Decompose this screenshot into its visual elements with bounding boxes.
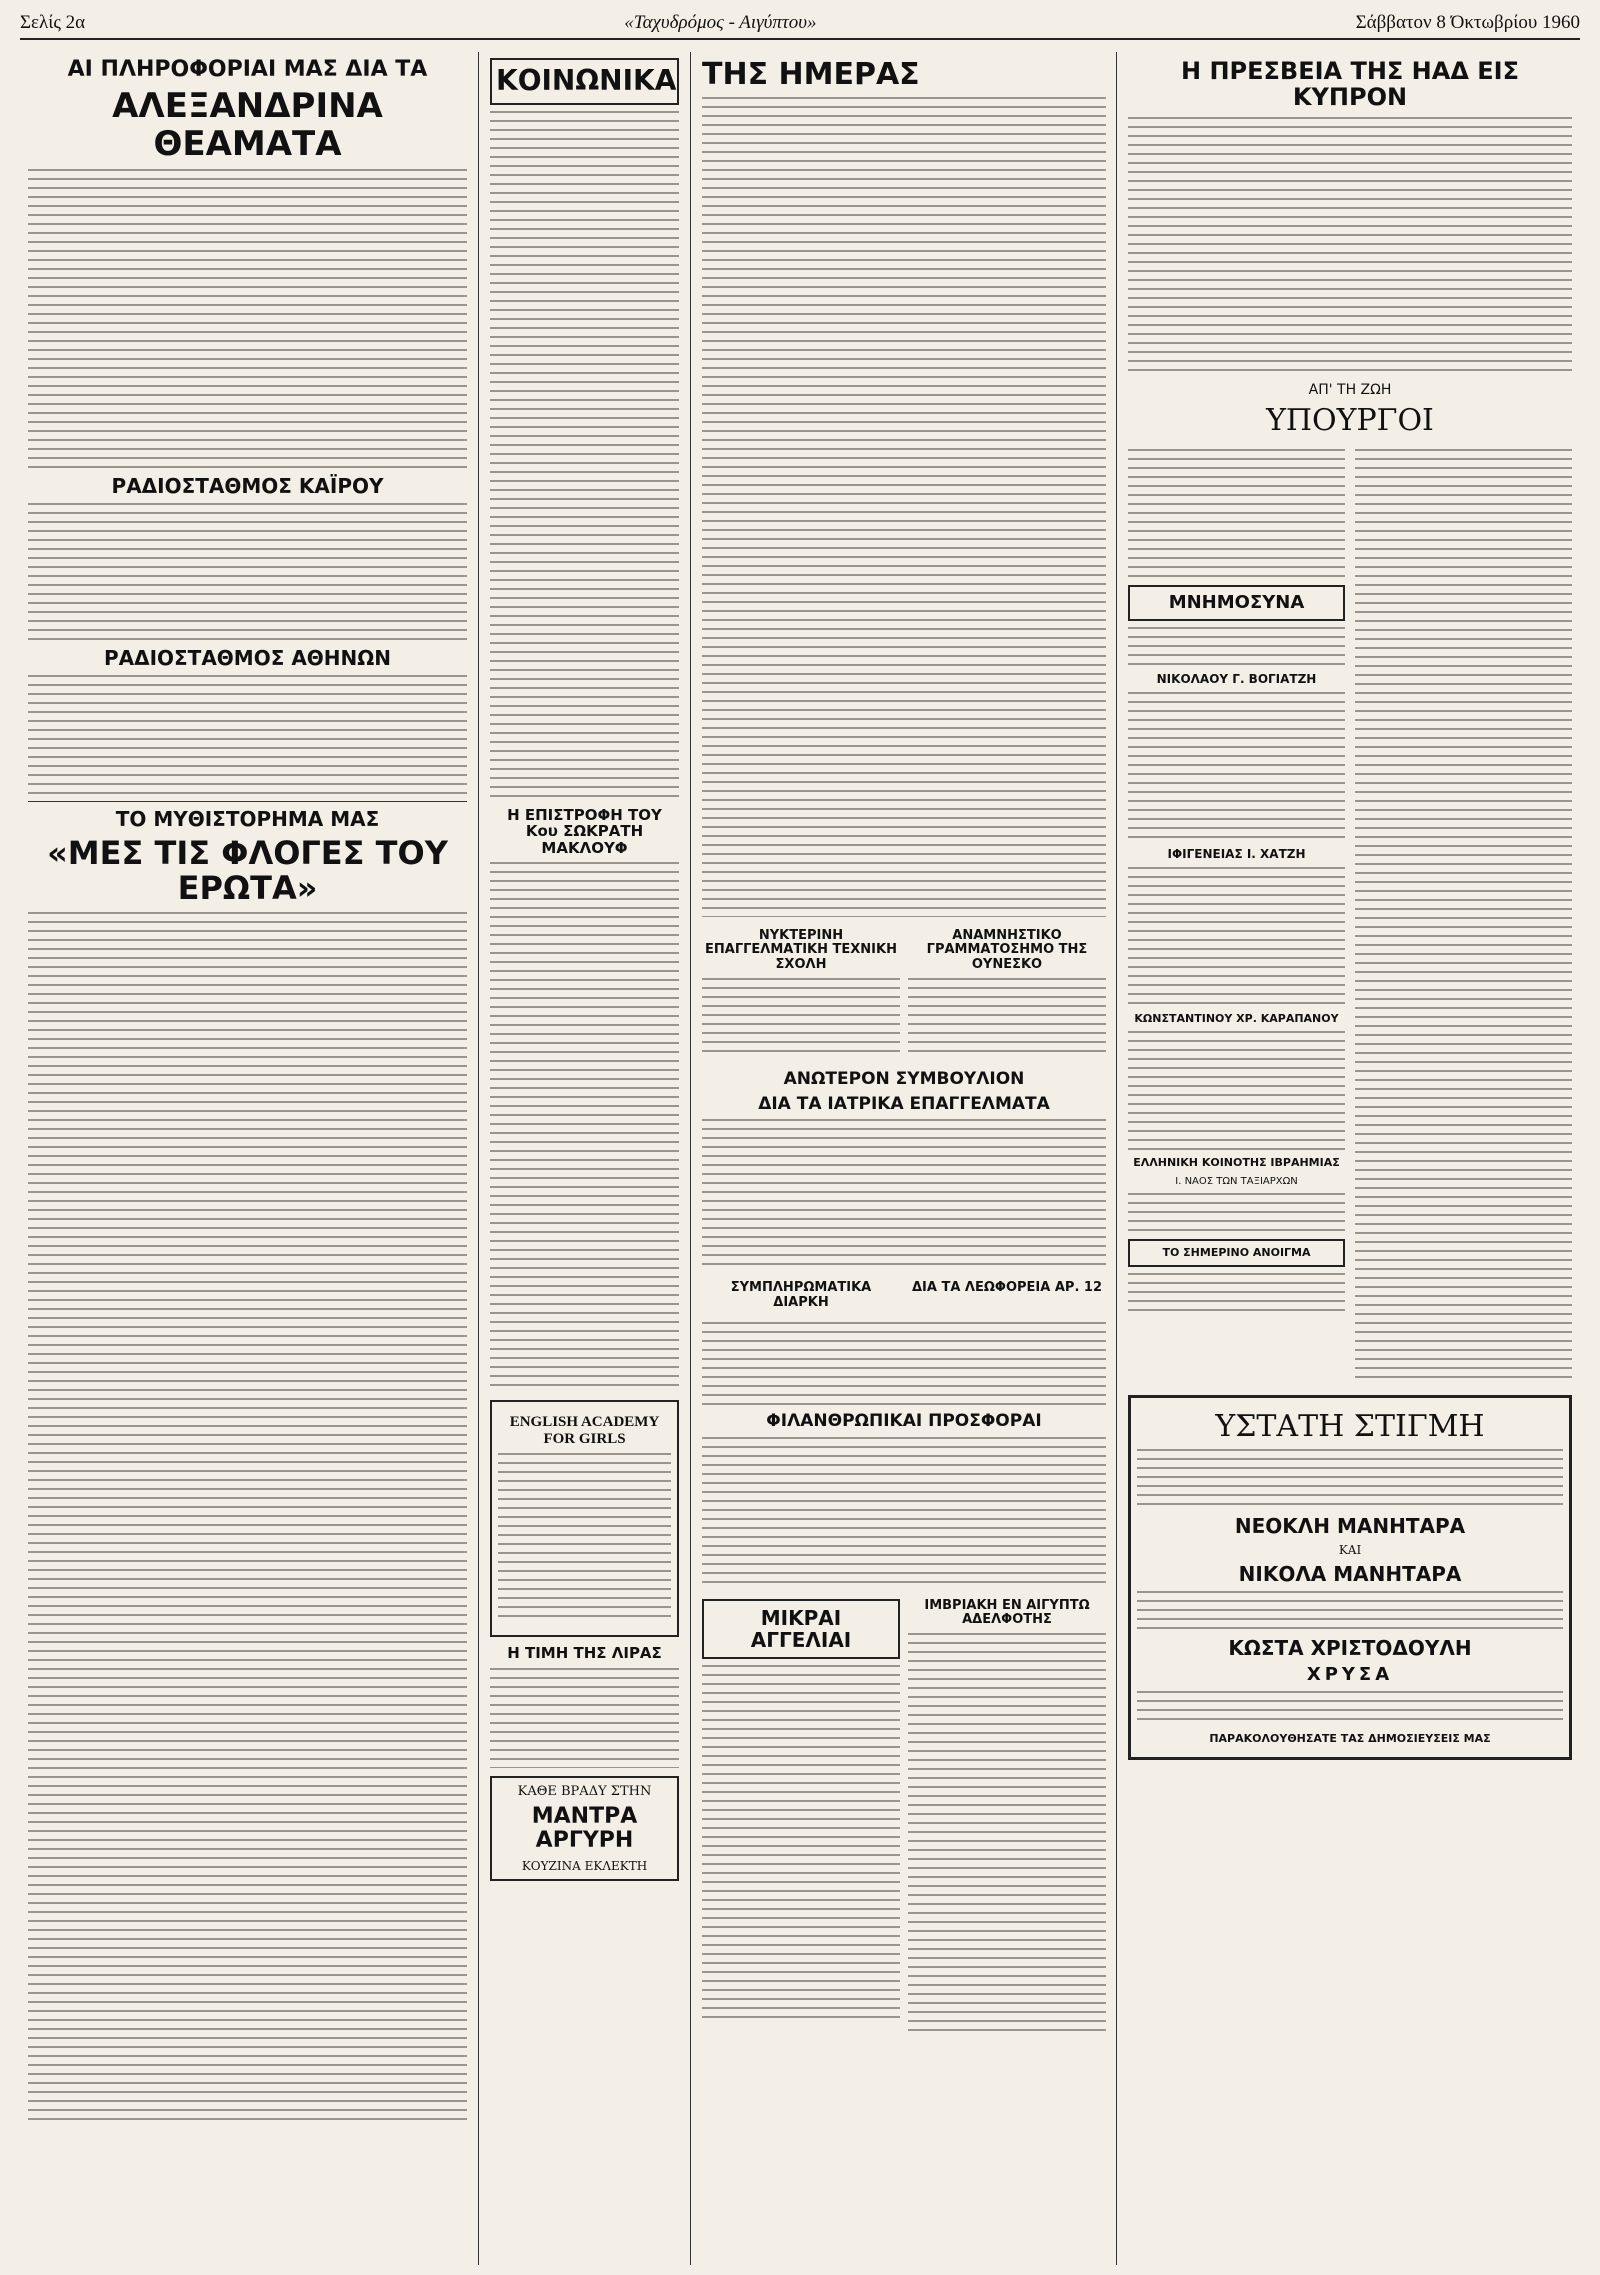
feature-column bbox=[1355, 443, 1572, 1385]
article-text bbox=[702, 1322, 1106, 1406]
notice-text bbox=[1128, 867, 1345, 1007]
feature-kicker: ΑΠ' ΤΗ ΖΩΗ bbox=[1308, 381, 1392, 398]
news-text bbox=[702, 97, 1106, 917]
brotherhood-notice bbox=[908, 1593, 1106, 2040]
advert-conjunction: ΚΑΙ bbox=[1338, 1543, 1362, 1558]
exchange-heading: Η ΤΙΜΗ ΤΗΣ ΛΙΡΑΣ bbox=[507, 1644, 662, 1663]
two-column-row bbox=[1128, 443, 1572, 1385]
community-name: ΕΛΛΗΝΙΚΗ ΚΟΙΝΟΤΗΣ ΙΒΡΑΗΜΙΑΣ bbox=[1133, 1156, 1340, 1170]
bus-heading-row bbox=[702, 1275, 1106, 1316]
article-text bbox=[702, 1437, 1106, 1587]
social-news bbox=[490, 111, 679, 801]
opening-values bbox=[1128, 1273, 1345, 1313]
performer-name: ΝΙΚΟΛΑ ΜΑΝΗΤΑΡΑ bbox=[1238, 1562, 1462, 1587]
brief-stamp bbox=[908, 923, 1106, 1064]
column-entertainment bbox=[20, 52, 475, 2265]
section-heading: Η ΠΡΕΣΒΕΙΑ ΤΗΣ ΗΑΔ ΕΙΣ ΚΥΠΡΟΝ bbox=[1181, 57, 1519, 112]
memorial-column bbox=[1128, 443, 1345, 1385]
small-ads bbox=[702, 1593, 900, 2040]
section-heading: ΤΗΣ ΗΜΕΡΑΣ bbox=[702, 57, 920, 92]
notice-text bbox=[1128, 1193, 1345, 1233]
exchange-rates bbox=[490, 1668, 679, 1768]
section-heading: ΑΛΕΞΑΝΔΡΙΝΑ ΘΕΑΜΑΤΑ bbox=[112, 86, 383, 164]
brief-school bbox=[702, 923, 900, 1064]
article-heading: ΔΙΑ ΤΑ ΛΕΩΦΟΡΕΙΑ ΑΡ. 12 bbox=[911, 1280, 1102, 1296]
advert-line: ΚΟΥΖΙΝΑ ΕΚΛΕΚΤΗ bbox=[521, 1859, 648, 1874]
column-social bbox=[482, 52, 687, 2265]
deceased-name: ΙΦΙΓΕΝΕΙΑΣ Ι. ΧΑΤΖΗ bbox=[1167, 847, 1306, 862]
restaurant-advert bbox=[490, 1776, 679, 1881]
advert-name: ΜΑΝΤΡΑ ΑΡΓΥΡΗ bbox=[531, 1803, 638, 1853]
feature-text bbox=[1355, 449, 1572, 1379]
deceased-name: ΚΩΝΣΤΑΝΤΙΝΟΥ ΧΡ. ΚΑΡΑΠΑΝΟΥ bbox=[1134, 1012, 1339, 1026]
radio-heading: ΡΑΔΙΟΣΤΑΘΜΟΣ ΑΘΗΝΩΝ bbox=[103, 645, 392, 670]
small-ads-heading: ΜΙΚΡΑΙ ΑΓΓΕΛΙΑΙ bbox=[702, 1599, 900, 1659]
deceased-name: ΝΙΚΟΛΑΟΥ Γ. ΒΟΓΙΑΤΖΗ bbox=[1156, 671, 1317, 686]
brief-heading: ΑΝΑΜΝΗΣΤΙΚΟ ΓΡΑΜΜΑΤΟΣΗΜΟ ΤΗΣ ΟΥΝΕΣΚΟ bbox=[926, 928, 1088, 972]
advert-text bbox=[1137, 1449, 1563, 1509]
cinema-listings bbox=[28, 169, 467, 469]
advert-text bbox=[1137, 1591, 1563, 1631]
small-ads-text bbox=[702, 1665, 900, 2025]
advert-text bbox=[498, 1453, 671, 1623]
article-heading: ΑΝΩΤΕΡΟΝ ΣΥΜΒΟΥΛΙΟΝ bbox=[783, 1068, 1025, 1089]
feature-heading: ΥΠΟΥΡΓΟΙ bbox=[1266, 403, 1434, 439]
school-advert bbox=[490, 1400, 679, 1637]
church-name: Ι. ΝΑΟΣ ΤΩΝ ΤΑΞΙΑΡΧΩΝ bbox=[1175, 1175, 1298, 1187]
serial-kicker: ΤΟ ΜΥΘΙΣΤΟΡΗΜΑ ΜΑΣ bbox=[115, 806, 380, 831]
advert-footer: ΠΑΡΑΚΟΛΟΥΘΗΣΑΤΕ ΤΑΣ ΔΗΜΟΣΙΕΥΣΕΙΣ ΜΑΣ bbox=[1209, 1731, 1491, 1745]
paper-name: «Ταχυδρόμος - Αιγύπτου» bbox=[624, 12, 817, 33]
section-kicker: ΑΙ ΠΛΗΡΟΦΟΡΙΑΙ ΜΑΣ ΔΙΑ ΤΑ bbox=[67, 57, 428, 82]
brief-text bbox=[702, 978, 900, 1058]
school-name: ENGLISH ACADEMY FOR GIRLS bbox=[509, 1414, 660, 1447]
advert-line: ΚΑΘΕ ΒΡΑΔΥ ΣΤΗΝ bbox=[517, 1783, 652, 1799]
article-heading: ΔΙΑ ΤΑ ΙΑΤΡΙΚΑ ΕΠΑΓΓΕΛΜΑΤΑ bbox=[758, 1093, 1050, 1114]
advert-text bbox=[1137, 1691, 1563, 1727]
article-heading: ΦΙΛΑΝΘΡΩΠΙΚΑΙ ΠΡΟΣΦΟΡΑΙ bbox=[766, 1410, 1042, 1431]
column-embassy bbox=[1120, 52, 1580, 2265]
brief-heading: ΝΥΚΤΕΡΙΝΗ ΕΠΑΓΓΕΛΜΑΤΙΚΗ ΤΕΧΝΙΚΗ ΣΧΟΛΗ bbox=[705, 928, 897, 972]
article-heading: Η ΕΠΙΣΤΡΟΦΗ ΤΟΥ Κου ΣΩΚΡΑΤΗ ΜΑΚΛΟΥΦ bbox=[507, 805, 662, 857]
column-rule bbox=[478, 52, 479, 2265]
radio-schedule bbox=[28, 675, 467, 795]
article-text bbox=[1128, 117, 1572, 377]
performer-name: ΝΕΟΚΛΗ ΜΑΝΗΤΑΡΑ bbox=[1234, 1514, 1466, 1539]
section-heading: ΚΟΙΝΩΝΙΚΑ bbox=[490, 58, 679, 105]
performer-name: ΚΩΣΤΑ ΧΡΙΣΤΟΔΟΥΛΗ bbox=[1228, 1636, 1472, 1661]
notice-heading: ΙΜΒΡΙΑΚΗ ΕΝ ΑΙΓΥΠΤΩ ΑΔΕΛΦΟΤΗΣ bbox=[924, 1597, 1090, 1627]
article-heading: ΣΥΜΠΛΗΡΩΜΑΤΙΚΑ ΔΙΑΡΚΗ bbox=[730, 1280, 872, 1310]
performer-name: ΧΡΥΣΑ bbox=[1306, 1664, 1394, 1686]
page-number: Σελίς 2α bbox=[20, 12, 86, 33]
column-news bbox=[694, 52, 1114, 2265]
memorial-heading: ΜΝΗΜΟΣΥΝΑ bbox=[1128, 585, 1345, 621]
column-rule bbox=[1116, 52, 1117, 2265]
feature-text bbox=[1128, 449, 1345, 579]
brief-text bbox=[908, 978, 1106, 1058]
article-text bbox=[702, 1119, 1106, 1269]
notice-text bbox=[1128, 1031, 1345, 1151]
opening-heading: ΤΟ ΣΗΜΕΡΙΝΟ ΑΝΟΙΓΜΑ bbox=[1128, 1239, 1345, 1267]
issue-date: Σάββατον 8 Όκτωβρίου 1960 bbox=[1355, 12, 1580, 33]
masthead-line bbox=[20, 12, 1580, 40]
section-divider bbox=[28, 801, 467, 802]
concert-advert bbox=[1128, 1395, 1572, 1760]
small-ads-row bbox=[702, 1593, 1106, 2040]
advert-title: ΥΣΤΑΤΗ ΣΤΙΓΜΗ bbox=[1215, 1409, 1485, 1445]
news-briefs bbox=[702, 923, 1106, 1064]
column-rule bbox=[690, 52, 691, 2265]
radio-heading: ΡΑΔΙΟΣΤΑΘΜΟΣ ΚΑΪΡΟΥ bbox=[111, 473, 384, 498]
notice-text bbox=[1128, 627, 1345, 667]
article-text bbox=[490, 862, 679, 1392]
serial-title: «ΜΕΣ ΤΙΣ ΦΛΟΓΕΣ ΤΟΥ ΕΡΩΤΑ» bbox=[47, 833, 448, 908]
radio-schedule bbox=[28, 503, 467, 641]
notice-text bbox=[908, 1633, 1106, 2033]
notice-text bbox=[1128, 692, 1345, 842]
serial-text bbox=[28, 912, 467, 2122]
